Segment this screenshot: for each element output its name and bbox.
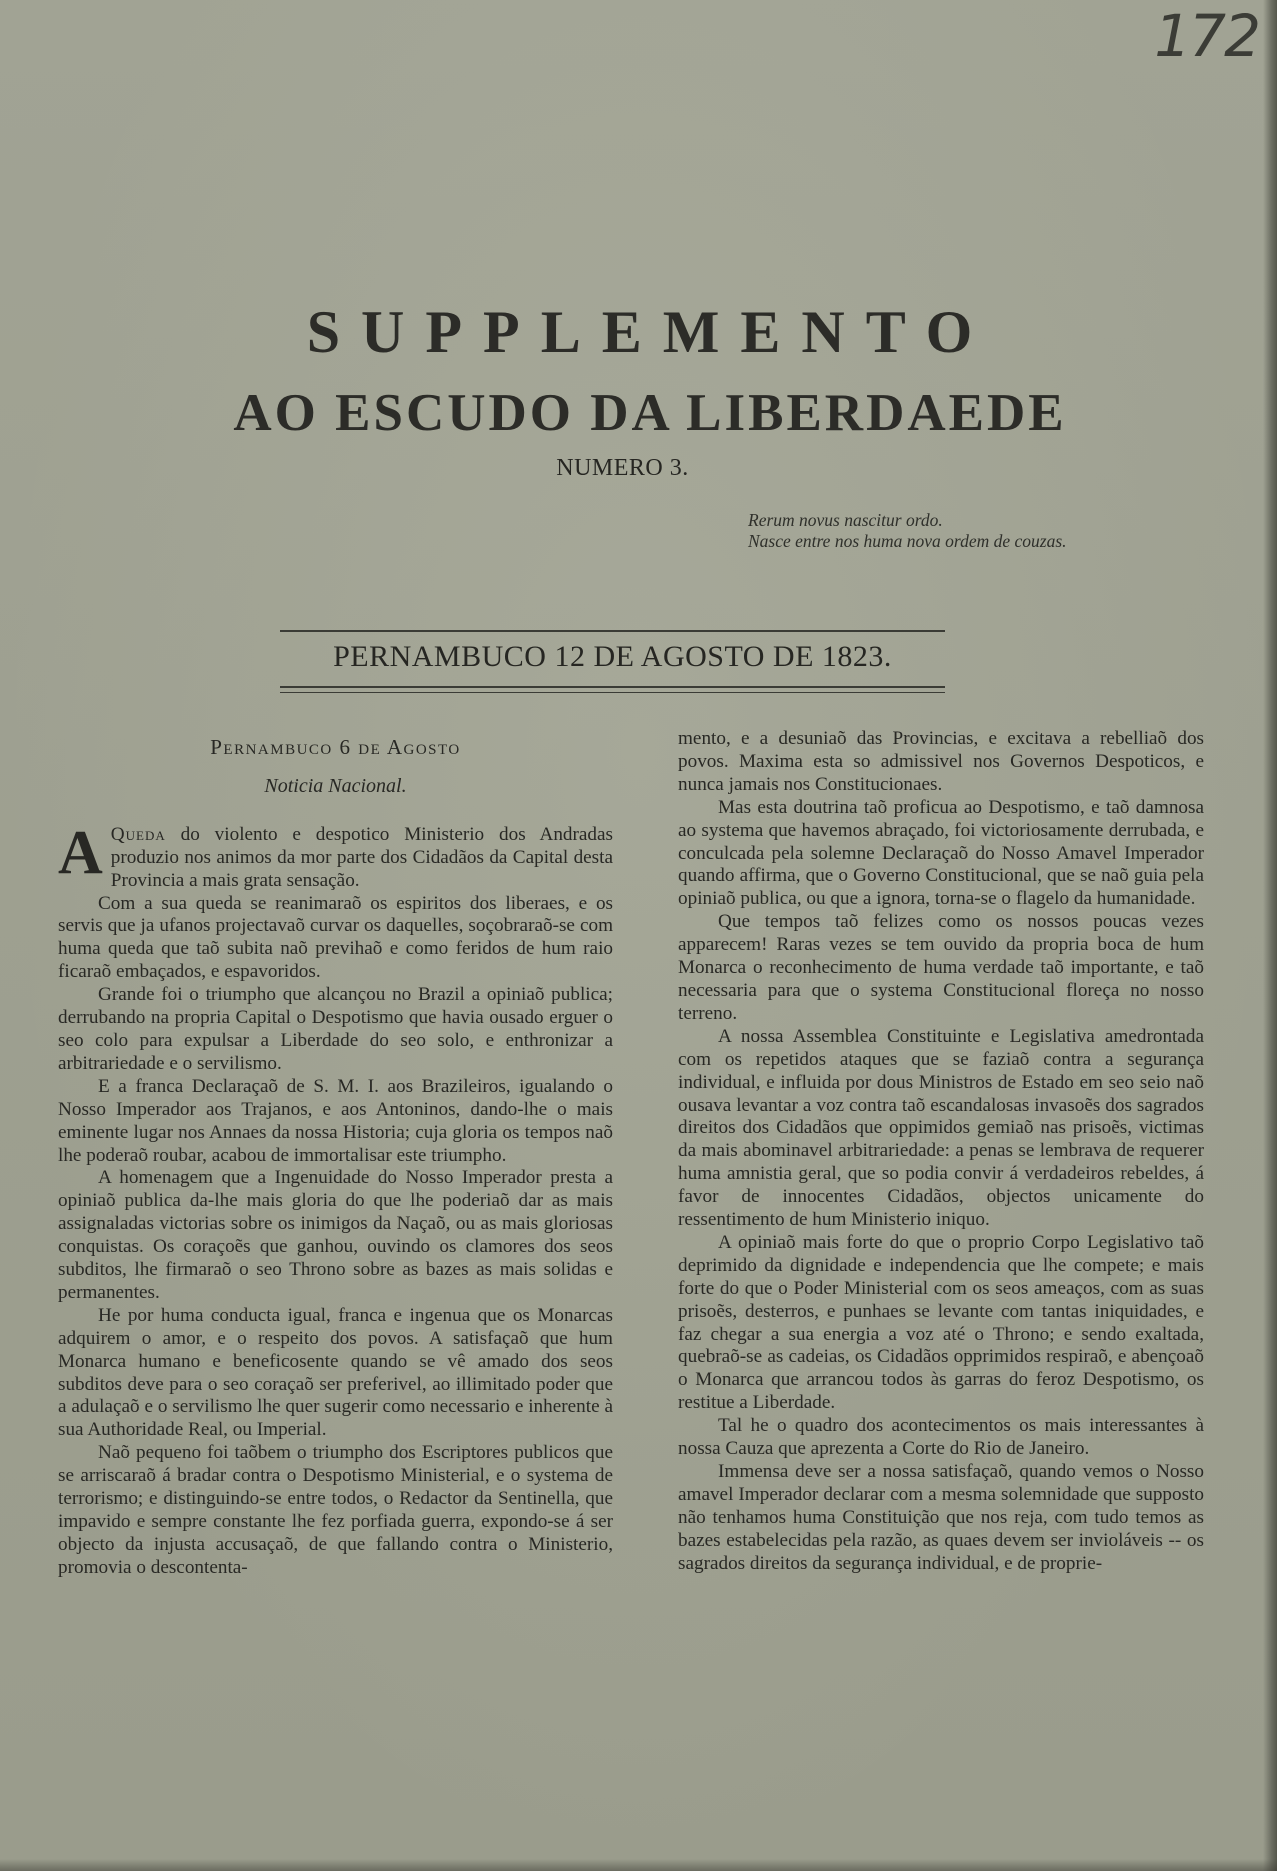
article-paragraph: Grande foi o triumpho que alcançou no Brazil a opiniaõ publica; derrubando na propria Capital o Despotismo que havia ousado erguer o seo colo para expulsar a Liberdade do seo solo, e enthronizar a arbitrariedade e o servilismo. xyxy=(58,984,613,1074)
masthead-title: SUPPLEMENTO xyxy=(306,299,994,365)
masthead-subtitle: AO ESCUDO DA LIBERDAEDE xyxy=(233,384,1067,442)
motto-portuguese: Nasce entre nos huma nova ordem de couzas. xyxy=(748,531,1067,551)
lead-word: Queda xyxy=(110,823,166,845)
motto-latin: Rerum novus nascitur ordo. xyxy=(748,510,943,530)
rule-bottom xyxy=(280,686,945,688)
article-paragraph: Immensa deve ser a nossa satisfaçaõ, quando vemos o Nosso amavel Imperador declarar com a mesma solemnidade que supposto não tenhamos huma Constituição que nos reja, com tudo temos as bazes estabelecidas pela razão, as quaes devem ser invioláveis -- os sagrados direitos da segurança individual, e de proprie- xyxy=(678,1461,1204,1574)
paragraph-text: do violento e despotico Ministerio dos Andradas produzio nos animos da mor parte dos Cidadãos da Capital desta Provincia a mais grata sensação. xyxy=(110,823,613,891)
article-paragraph: Naõ pequeno foi taõbem o triumpho dos Escriptores publicos que se arriscaraõ á bradar contra o Despotismo Ministerial, e o systema de terrorismo; e distinguindo-se entre todos, o Redactor da Sentinella, que impavido e sempre constante lhe fez porfiada guerra, expondo-se á ser objecto da injusta accusaçaõ, de que fallando contra o Ministerio, promovia o descontenta- xyxy=(58,1442,613,1578)
issue-number: NUMERO 3. xyxy=(556,455,689,481)
page-bottom-shadow xyxy=(0,1859,1277,1871)
drop-cap: A xyxy=(58,818,103,887)
article-headline: Pernambuco 6 de Agosto xyxy=(210,735,461,759)
article-column-left xyxy=(58,728,613,1580)
article-paragraph: E a franca Declaraçaõ de S. M. I. aos Brazileiros, igualando o Nosso Imperador aos Trajanos, e aos Antoninos, dando-lhe o mais eminente lugar nos Annaes da nossa Historia; cuja gloria os tempos naõ lhe poderaõ roubar, acabou de immortalisar este triumpho. xyxy=(58,1075,613,1166)
article-paragraph: A homenagem que a Ingenuidade do Nosso Imperador presta a opiniaõ publica da-lhe mais gloria do que lhe poderiaõ dar as mais assignaladas victorias sobre os inimigos da Naçaõ, ou as mais gloriosas conquistas. Os coraçoẽs que ganhou, ouvindo os clamores dos seos subditos, lhe firmaraõ o seo Throno sobre as bazes as mais solidas e permanentes. xyxy=(58,1167,613,1303)
handwritten-folio-number: 172 xyxy=(1154,2,1259,70)
article-paragraph: He por huma conducta igual, franca e ingenua que os Monarcas adquirem o amor, e o respeito dos povos. A satisfaçaõ que hum Monarca humano e beneficosente quando se vê amado dos seos subditos deve para o seo coraçaõ ser preferivel, ao illimitado poder que a adulaçaõ e o servilismo lhe quer sugerir como necessario e inherente à sua Authoridade Real, ou Imperial. xyxy=(58,1304,613,1441)
article-column-right xyxy=(678,728,1204,1576)
page-edge-shadow xyxy=(1263,0,1277,1871)
article-paragraph xyxy=(58,818,613,893)
article-paragraph: A opiniaõ mais forte do que o proprio Corpo Legislativo taõ deprimido da dignidade e independencia que lhe compete; e mais forte do que o Poder Ministerial com os seos ameaços, com as suas prisoẽs, desterros, e punhaes se levante com tantas iniquidades, e faz chegar a sua energia a voz até o Throno; e sendo exaltada, quebraõ-se as cadeias, os Cidadãos opprimidos respiraõ, e abençoaõ o Monarca que arrancou todos às garras do feroz Despotismo, os restitue a Liberdade. xyxy=(678,1231,1204,1414)
article-paragraph: Que tempos taõ felizes como os nossos poucas vezes apparecem! Raras vezes se tem ouvido da propria boca de hum Monarca o reconhecimento de huma verdade taõ importante, e taõ necessaria para que o systema Constitucional floreça no nosso terreno. xyxy=(678,911,1204,1024)
dateline: PERNAMBUCO 12 DE AGOSTO DE 1823. xyxy=(333,640,892,673)
article-paragraph: Mas esta doutrina taõ proficua ao Despotismo, e taõ damnosa ao systema que havemos abraçado, foi victoriosamente derrubada, e conculcada pela solemne Declaraçaõ do Nosso Amavel Imperador quando affirma, que o Governo Constitucional, que se naõ guia pela opiniaõ publica, ou que a ignora, torna-se o flagelo da humanidade. xyxy=(678,796,1204,910)
motto xyxy=(748,510,1067,552)
article-subhead: Noticia Nacional. xyxy=(264,774,407,797)
rule-bottom-double xyxy=(280,692,945,693)
article-paragraph: mento, e a desuniaõ das Provincias, e excitava a rebelliaõ dos povos. Maxima esta so admissivel nos Governos Despoticos, e nunca jamais nos Constitucionaes. xyxy=(678,728,1204,795)
article-paragraph: Com a sua queda se reanimaraõ os espiritos dos liberaes, e os servis que ja ufanos projectavaõ curvar os daquelles, soçobraraõ-se com huma queda que taõ subita naõ previhaõ e como feridos de hum raio ficaraõ embaçados, e espavoridos. xyxy=(58,892,613,983)
article-paragraph: Tal he o quadro dos acontecimentos os mais interessantes à nossa Cauza que aprezenta a Corte do Rio de Janeiro. xyxy=(678,1415,1204,1460)
article-paragraph: A nossa Assemblea Constituinte e Legislativa amedrontada com os repetidos ataques que se faziaõ contra a segurança individual, e influida por dous Ministros de Estado em seo seio naõ ousava levantar a voz contra taõ escandalosas invasoẽs dos sagrados direitos dos Cidadãos que oppimidos gemiaõ nas prisoẽs, victimas da mais abominavel arbitrariedade: a penas se lembrava de requerer huma amnistia geral, que so podia convir á verdadeiros rebeldes, á favor de innocentes Cidadãos, objectos unicamente do ressentimento de hum Ministerio iniquo. xyxy=(678,1025,1204,1231)
rule-top xyxy=(280,630,945,632)
